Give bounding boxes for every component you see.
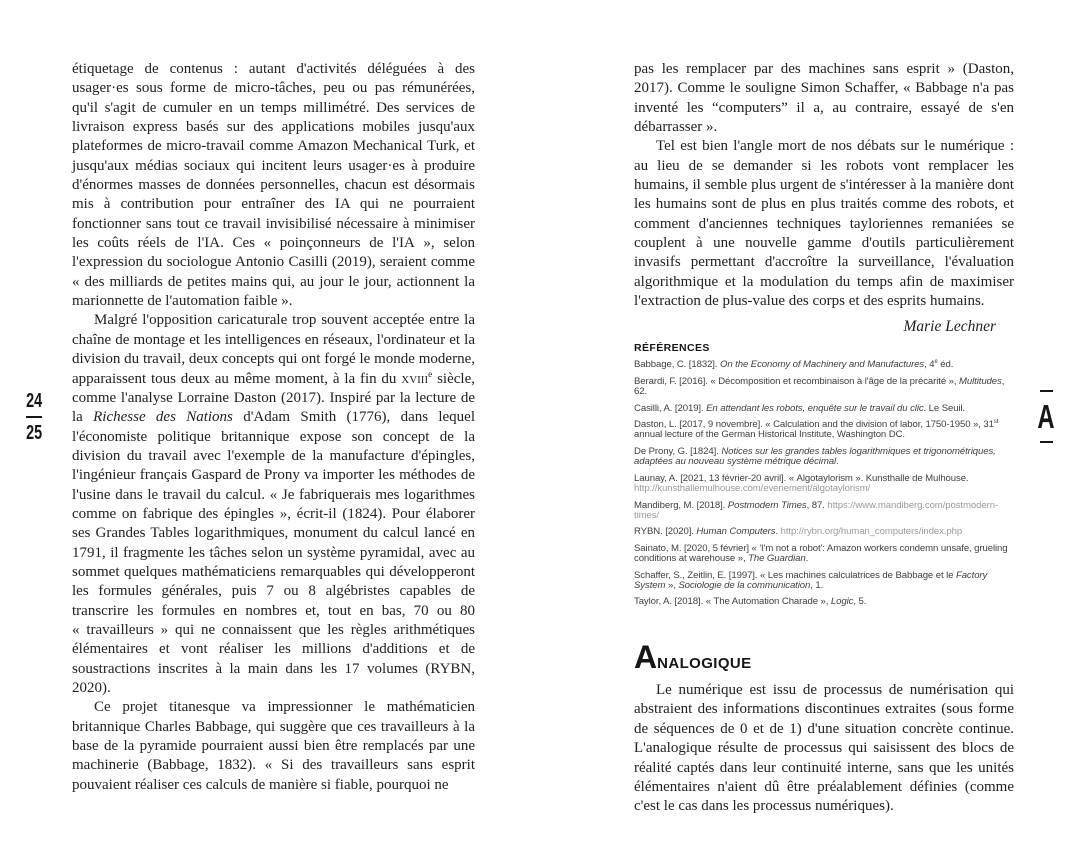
reference-entry: Sainato, M. [2020, 5 février] « 'I'm not a robot': Amazon workers condemn unsafe, grueling conditions at warehouse », The Guardian. <box>634 542 1008 565</box>
body-paragraph: Malgré l'opposition caricaturale trop souvent acceptée entre la chaîne de montage et les intelligences en réseaux, l'ordinateur et la division du travail, deux concepts qui ont forgé le monde moderne, apparaissent tous deux au même moment, à la fin du xviii$^e$ siècle, comme l'analyse Lorraine Daston (2017). Inspiré par la lecture de la Richesse des Nations d'Adam Smith (1776), dans lequel l'économiste politique britannique expose son concept de la division du travail avec l'exemple de la manufacture d'épingles, l'ingénieur français Gaspard de Prony va importer les méthodes de l'usine dans le travail du calcul. « Je fabriquerais mes logarithmes comme on fabrique des épingles », écrit-il (1824). Pour élaborer ses Grandes Tables logarithmiques, monument du calcul lancé en 1791, il fragmente les tâches selon un système pyramidal, avec au sommet quelques mathématiciens remarquables qui développeront les formules générales, puis 7 ou 8 algébristes capables de transcrire les formules en nombres et, tout en bas, 70 ou 80 « travailleurs » qui ne connaissent que les règles arithmétiques élémentaires et vont réaliser les millions d'additions et de soustractions inscrites à la main dans les 17 volumes (RYBN, 2020). <box>72 312 476 696</box>
top-tick <box>1040 390 1053 392</box>
entry-paragraph: Le numérique est issu de processus de numérisation qui abstraient des informations discontinues extraites (sous forme de séquences de 0 et de 1) d'une situation concrète continue. L'analogique résulte de processus qui saisissent des blocs de réalité captés dans leur continuité interne, sans que les unités élémentaires n'aient dû être préalablement définies (comme c'est le cas dans les processus numériques). <box>634 682 1014 815</box>
entry-heading-rest: NALOGIQUE <box>657 655 752 673</box>
body-paragraph: Tel est bien l'angle mort de nos débats sur le numérique : au lieu de se demander si les robots vont remplacer les humains, il semble plus urgent de s'intéresser à la manière dont les humains sont de plus en plus traités comme des robots, et comment d'anciennes techniques tayloriennes remaniées se couplent à une nouvelle gamme d'outils particulièrement invasifs permettant d'accroître la surveillance, l'évaluation algorithmique et la modulation du temps afin de maximiser l'extraction de plus-value des corps et des esprits humains. <box>634 138 1014 310</box>
reference-entry: Casilli, A. [2019]. En attendant les robots, enquête sur le travail du clic. Le Seuil. <box>634 402 966 414</box>
reference-entry: Daston, L. [2017, 9 novembre]. « Calculation and the division of labor, 1750-1950 », 31st annual lecture of the German Historical Institute, Washington DC. <box>634 418 999 441</box>
references-list <box>634 360 1014 608</box>
reference-entry: De Prony, G. [1824]. Notices sur les grandes tables logarithmiques et trigonométriques, adaptées au nouveau système métrique décimal. <box>634 445 996 468</box>
reference-entry: Schaffer, S., Zeitlin, E. [1997]. « Les machines calculatrices de Babbage et le Factory System », Sociologie de la communication, 1. <box>634 569 988 592</box>
body-paragraph: étiquetage de contenus : autant d'activités déléguées à des usager·es sous forme de micro-tâches, peu ou pas rémunérées, qu'il s'agit de cumuler en un temps millimétré. Des services de livraison express basés sur des applications mobiles jusqu'aux plateformes de micro-travail comme Amazon Mechanical Turk, et jusqu'aux médias sociaux qui incitent leurs usager·es à produire d'énormes masses de données personnelles, chacun est désormais mis à contribution pour entraîner des IA qui ne pourraient fonctionner sans tout ce travail invisibilisé nécessaire à minimiser les coûts réels de l'IA. Ces « poinçonneurs de l'IA », selon l'expression du sociologue Antonio Casilli (2019), seraient comme « des milliards de petites mains qui, au jour le jour, actionnent la marionnette de l'automation faible ». <box>72 61 475 310</box>
reference-entry: Launay, A. [2021, 13 février-20 avril]. « Algotaylorism ». Kunsthalle de Mulhouse. http://kunsthallemulhouse.com/evenement/algotaylorism/ <box>634 472 969 495</box>
section-letter-marker <box>1034 390 1058 443</box>
bottom-tick <box>1040 441 1053 443</box>
page-number-divider <box>26 416 42 418</box>
reference-entry: Mandiberg, M. [2018]. Postmodern Times, 87. https://www.mandiberg.com/postmodern-times/ <box>634 499 999 522</box>
reference-entry: Berardi, F. [2016]. « Décomposition et recombinaison à l'âge de la précarité », Multitudes, 62. <box>634 375 1005 398</box>
body-paragraph: Ce projet titanesque va impressionner le mathématicien britannique Charles Babbage, qui suggère que ces travailleurs à la base de la pyramide pourraient aussi bien être remplacés par une machinerie (Babbage, 1832). « Si des travailleurs sans esprit pouvaient réaliser ces calculs de manière si fiable, pourquoi ne <box>72 699 475 793</box>
right-page <box>634 60 1014 817</box>
page-number-top: 24 <box>25 390 43 412</box>
left-page <box>72 60 475 795</box>
entry-initial-letter: A <box>634 639 658 676</box>
references-heading: RÉFÉRENCES <box>634 342 710 355</box>
reference-entry: Babbage, C. [1832]. On the Economy of Machinery and Manufactures, 4e éd. <box>634 359 954 371</box>
section-letter: A <box>1037 398 1055 435</box>
entry-heading-analogique <box>634 639 1014 677</box>
reference-entry: RYBN. [2020]. Human Computers. http://rybn.org/human_computers/index.php <box>634 526 963 538</box>
page-number-marker <box>22 391 46 443</box>
reference-entry: Taylor, A. [2018]. « The Automation Charade », Logic, 5. <box>634 596 867 608</box>
page-number-bottom: 25 <box>25 422 43 444</box>
body-paragraph: pas les remplacer par des machines sans esprit » (Daston, 2017). Comme le souligne Simon Schaffer, « Babbage n'a pas inventé les “computers” il a, au contraire, essayé de s'en débarrasser ». <box>634 61 1014 136</box>
author-signature: Marie Lechner <box>903 318 996 336</box>
